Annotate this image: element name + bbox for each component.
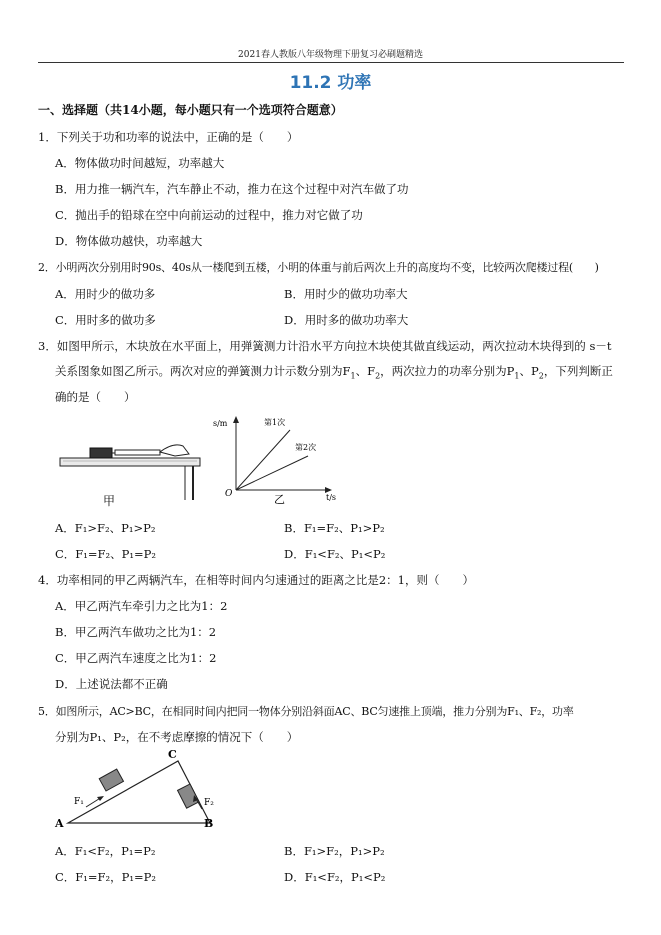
q3-sep: 、 bbox=[355, 364, 368, 378]
q3-sub: 2 bbox=[538, 371, 544, 381]
vertex-a-label: A bbox=[55, 817, 64, 830]
header-rule bbox=[38, 62, 624, 63]
q3-option-c: C．F₁=F₂、P₁=P₂ bbox=[55, 547, 156, 561]
vertex-b-label: B bbox=[204, 817, 214, 830]
q3-f-symbol: F bbox=[342, 364, 351, 378]
q1-option-d: D．物体做功越快，功率越大 bbox=[55, 234, 203, 248]
q4-option-b: B．甲乙两汽车做功之比为1：2 bbox=[55, 625, 217, 639]
q3-option-d: D．F₁<F₂、P₁<P₂ bbox=[284, 547, 386, 561]
q5-option-d: D．F₁<F₂，P₁<P₂ bbox=[284, 870, 386, 884]
q5-option-a: A．F₁<F₂，P₁=P₂ bbox=[55, 844, 156, 858]
y-axis-label: s/m bbox=[213, 419, 228, 428]
q3-f-symbol: F bbox=[367, 364, 376, 378]
q1-option-a: A．物体做功时间越短，功率越大 bbox=[55, 156, 225, 170]
q3-sub: 1 bbox=[514, 371, 520, 381]
fig-jia-label: 甲 bbox=[103, 494, 116, 508]
table-top bbox=[60, 458, 200, 466]
force-arrow-f1-head bbox=[97, 796, 104, 801]
wood-block bbox=[90, 448, 112, 458]
q1-stem: 1．下列关于功和功率的说法中，正确的是（ ） bbox=[38, 130, 299, 144]
q4-stem: 4．功率相同的甲乙两辆汽车，在相等时间内匀速通过的距离之比是2：1，则（ ） bbox=[38, 573, 474, 587]
block-on-bc bbox=[178, 784, 200, 808]
q3-figure-yi bbox=[208, 412, 358, 507]
line-second-label: 第2次 bbox=[295, 443, 317, 452]
q1-option-b: B．用力推一辆汽车，汽车静止不动，推力在这个过程中对汽车做了功 bbox=[55, 182, 409, 196]
q3-line2-part-c: ，下列判断正 bbox=[543, 364, 613, 378]
q3-line2-part-b: ，两次拉力的功率分别为 bbox=[380, 364, 507, 378]
block-on-ac bbox=[99, 769, 123, 791]
line-first bbox=[236, 430, 290, 490]
q5-incline-figure bbox=[52, 747, 232, 832]
f2-label: F₂ bbox=[204, 798, 214, 808]
q3-stem-line1 bbox=[38, 338, 612, 354]
section-heading: 一、选择题（共14小题，每小题只有一个选项符合题意） bbox=[38, 103, 343, 117]
hand-shape bbox=[160, 445, 189, 456]
q2-option-a: A．用时少的做功多 bbox=[55, 287, 156, 301]
q5-option-b: B．F₁>F₂，P₁>P₂ bbox=[284, 844, 385, 858]
page-header: 2021春人教版八年级物理下册复习必刷题精选 bbox=[238, 50, 423, 60]
q5-stem-line2: 分别为P₁、P₂，在不考虑摩擦的情况下（ ） bbox=[55, 730, 299, 744]
spring-scale bbox=[115, 450, 160, 455]
q2-stem: 2．小明两次分别用时90s、40s从一楼爬到五楼，小明的体重与前后两次上升的高度均不变，比较两次爬楼过程( ) bbox=[38, 261, 599, 274]
f1-label: F₁ bbox=[74, 797, 84, 807]
page-title: 11.2 功率 bbox=[289, 73, 372, 93]
q3-option-a: A．F₁>F₂、P₁>P₂ bbox=[55, 521, 156, 535]
q3-st-label: s－t bbox=[589, 339, 612, 353]
q3-sub: 1 bbox=[350, 371, 356, 381]
q4-option-d: D．上述说法都不正确 bbox=[55, 677, 168, 691]
q3-figure-jia bbox=[55, 432, 215, 512]
origin-label: O bbox=[225, 489, 233, 499]
fig-yi-label: 乙 bbox=[274, 493, 285, 506]
vertex-c-label: C bbox=[168, 748, 177, 761]
q1-option-c: C．抛出手的铅球在空中向前运动的过程中，推力对它做了功 bbox=[55, 208, 363, 222]
q3-p-symbol: P bbox=[531, 364, 539, 378]
q5-option-c: C．F₁=F₂，P₁=P₂ bbox=[55, 870, 156, 884]
line-second bbox=[236, 456, 308, 490]
q3-line1-text: 3．如图甲所示，木块放在水平面上，用弹簧测力计沿水平方向拉木块使其做直线运动，两次拉动木块得到的 bbox=[38, 339, 586, 353]
q3-stem-line2 bbox=[55, 363, 613, 379]
q3-line2-part-a: 关系图象如图乙所示。两次对应的弹簧测力计示数分别为 bbox=[55, 364, 343, 378]
q4-option-c: C．甲乙两汽车速度之比为1：2 bbox=[55, 651, 217, 665]
q4-option-a: A．甲乙两汽车牵引力之比为1：2 bbox=[55, 599, 228, 613]
q3-sep: 、 bbox=[519, 364, 531, 378]
q3-option-b: B．F₁=F₂、P₁>P₂ bbox=[284, 521, 385, 535]
q3-p-symbol: P bbox=[506, 364, 515, 378]
y-axis-arrow bbox=[233, 416, 239, 423]
q3-sub: 2 bbox=[375, 371, 381, 381]
x-axis-label: t/s bbox=[326, 493, 337, 502]
q3-stem-line3: 确的是（ ） bbox=[55, 390, 136, 404]
q2-option-b: B．用时少的做功功率大 bbox=[284, 287, 408, 301]
q2-option-c: C．用时多的做功多 bbox=[55, 313, 156, 327]
q5-stem-line1: 5．如图所示，AC>BC，在相同时间内把同一物体分别沿斜面AC、BC匀速推上顶端，推力分别为F₁、F₂，功率 bbox=[38, 705, 574, 718]
q2-option-d: D．用时多的做功功率大 bbox=[284, 313, 409, 327]
line-first-label: 第1次 bbox=[264, 418, 286, 427]
